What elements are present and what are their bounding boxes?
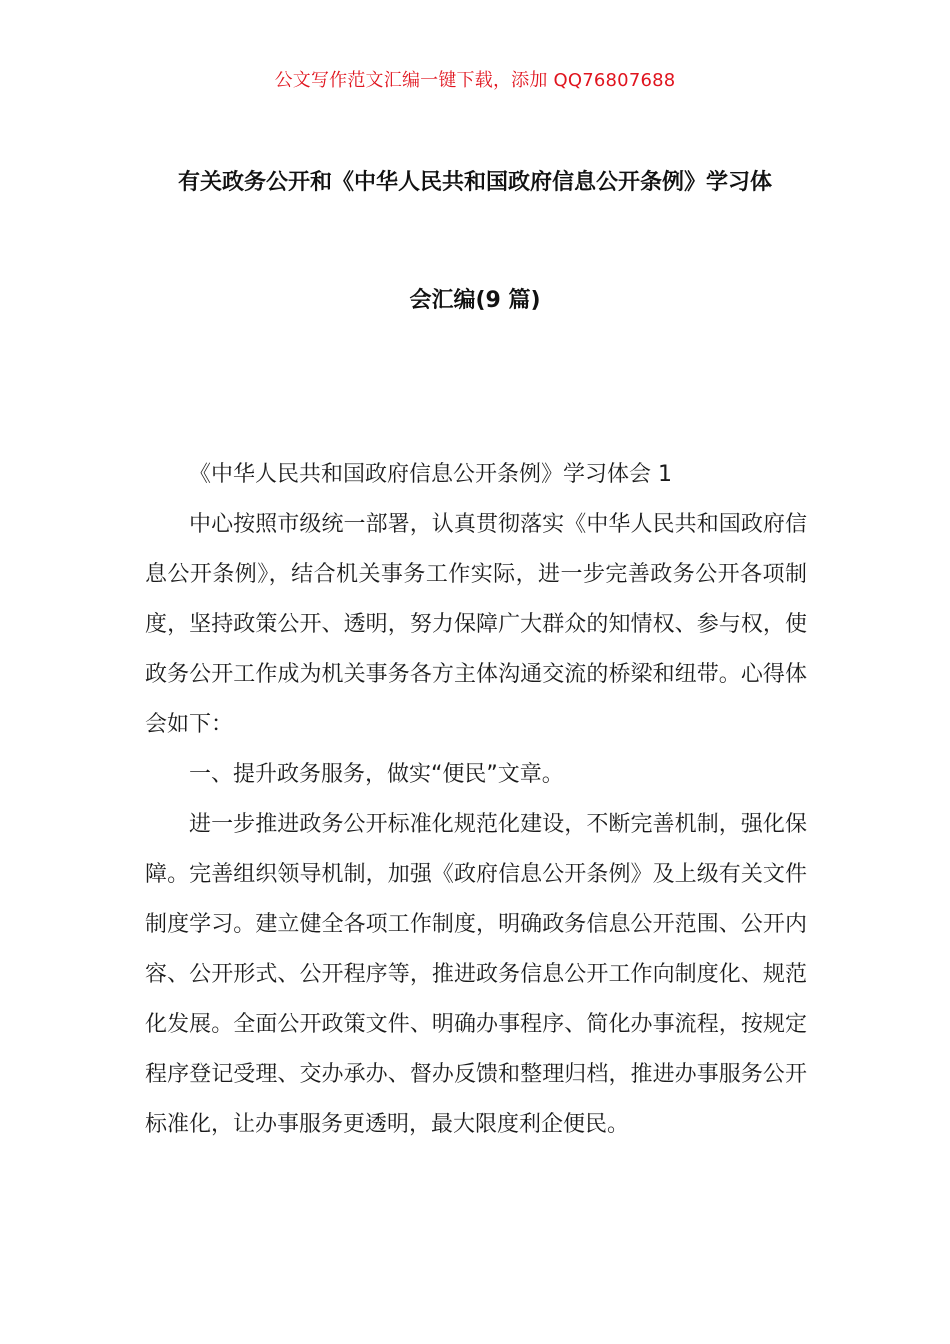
paragraph: 中心按照市级统一部署，认真贯彻落实《中华人民共和国政府信息公开条例》，结合机关事务工作实际，进一步完善政务公开各项制度，坚持政策公开、透明，努力保障广大群众的知情权、参与权，使政务公开工作成为机关事务各方主体沟通交流的桥梁和纽带。心得体会如下： [145, 512, 807, 737]
download-promo-text: 公文写作范文汇编一键下载，添加 QQ76807688 [274, 70, 676, 91]
paragraph: 进一步推进政务公开标准化规范化建设，不断完善机制，强化保障。完善组织领导机制，加强《政府信息公开条例》及上级有关文件制度学习。建立健全各项工作制度，明确政务信息公开范围、公开内容、公开形式、公开程序等，推进政务信息公开工作向制度化、规范化发展。全面公开政策文件、明确办事程序、简化办事流程，按规定程序登记受理、交办承办、督办反馈和整理归档，推进办事服务公开标准化，让办事服务更透明，最大限度利企便民。 [145, 812, 807, 1137]
document-title-line-1: 有关政务公开和《中华人民共和国政府信息公开条例》学习体 [177, 170, 772, 195]
document-title-line-2: 会汇编(9 篇) [409, 288, 541, 313]
subsection-heading: 一、提升政务服务，做实“便民”文章。 [189, 762, 564, 787]
document-body [145, 450, 807, 1150]
section-heading: 《中华人民共和国政府信息公开条例》学习体会 1 [189, 462, 672, 487]
